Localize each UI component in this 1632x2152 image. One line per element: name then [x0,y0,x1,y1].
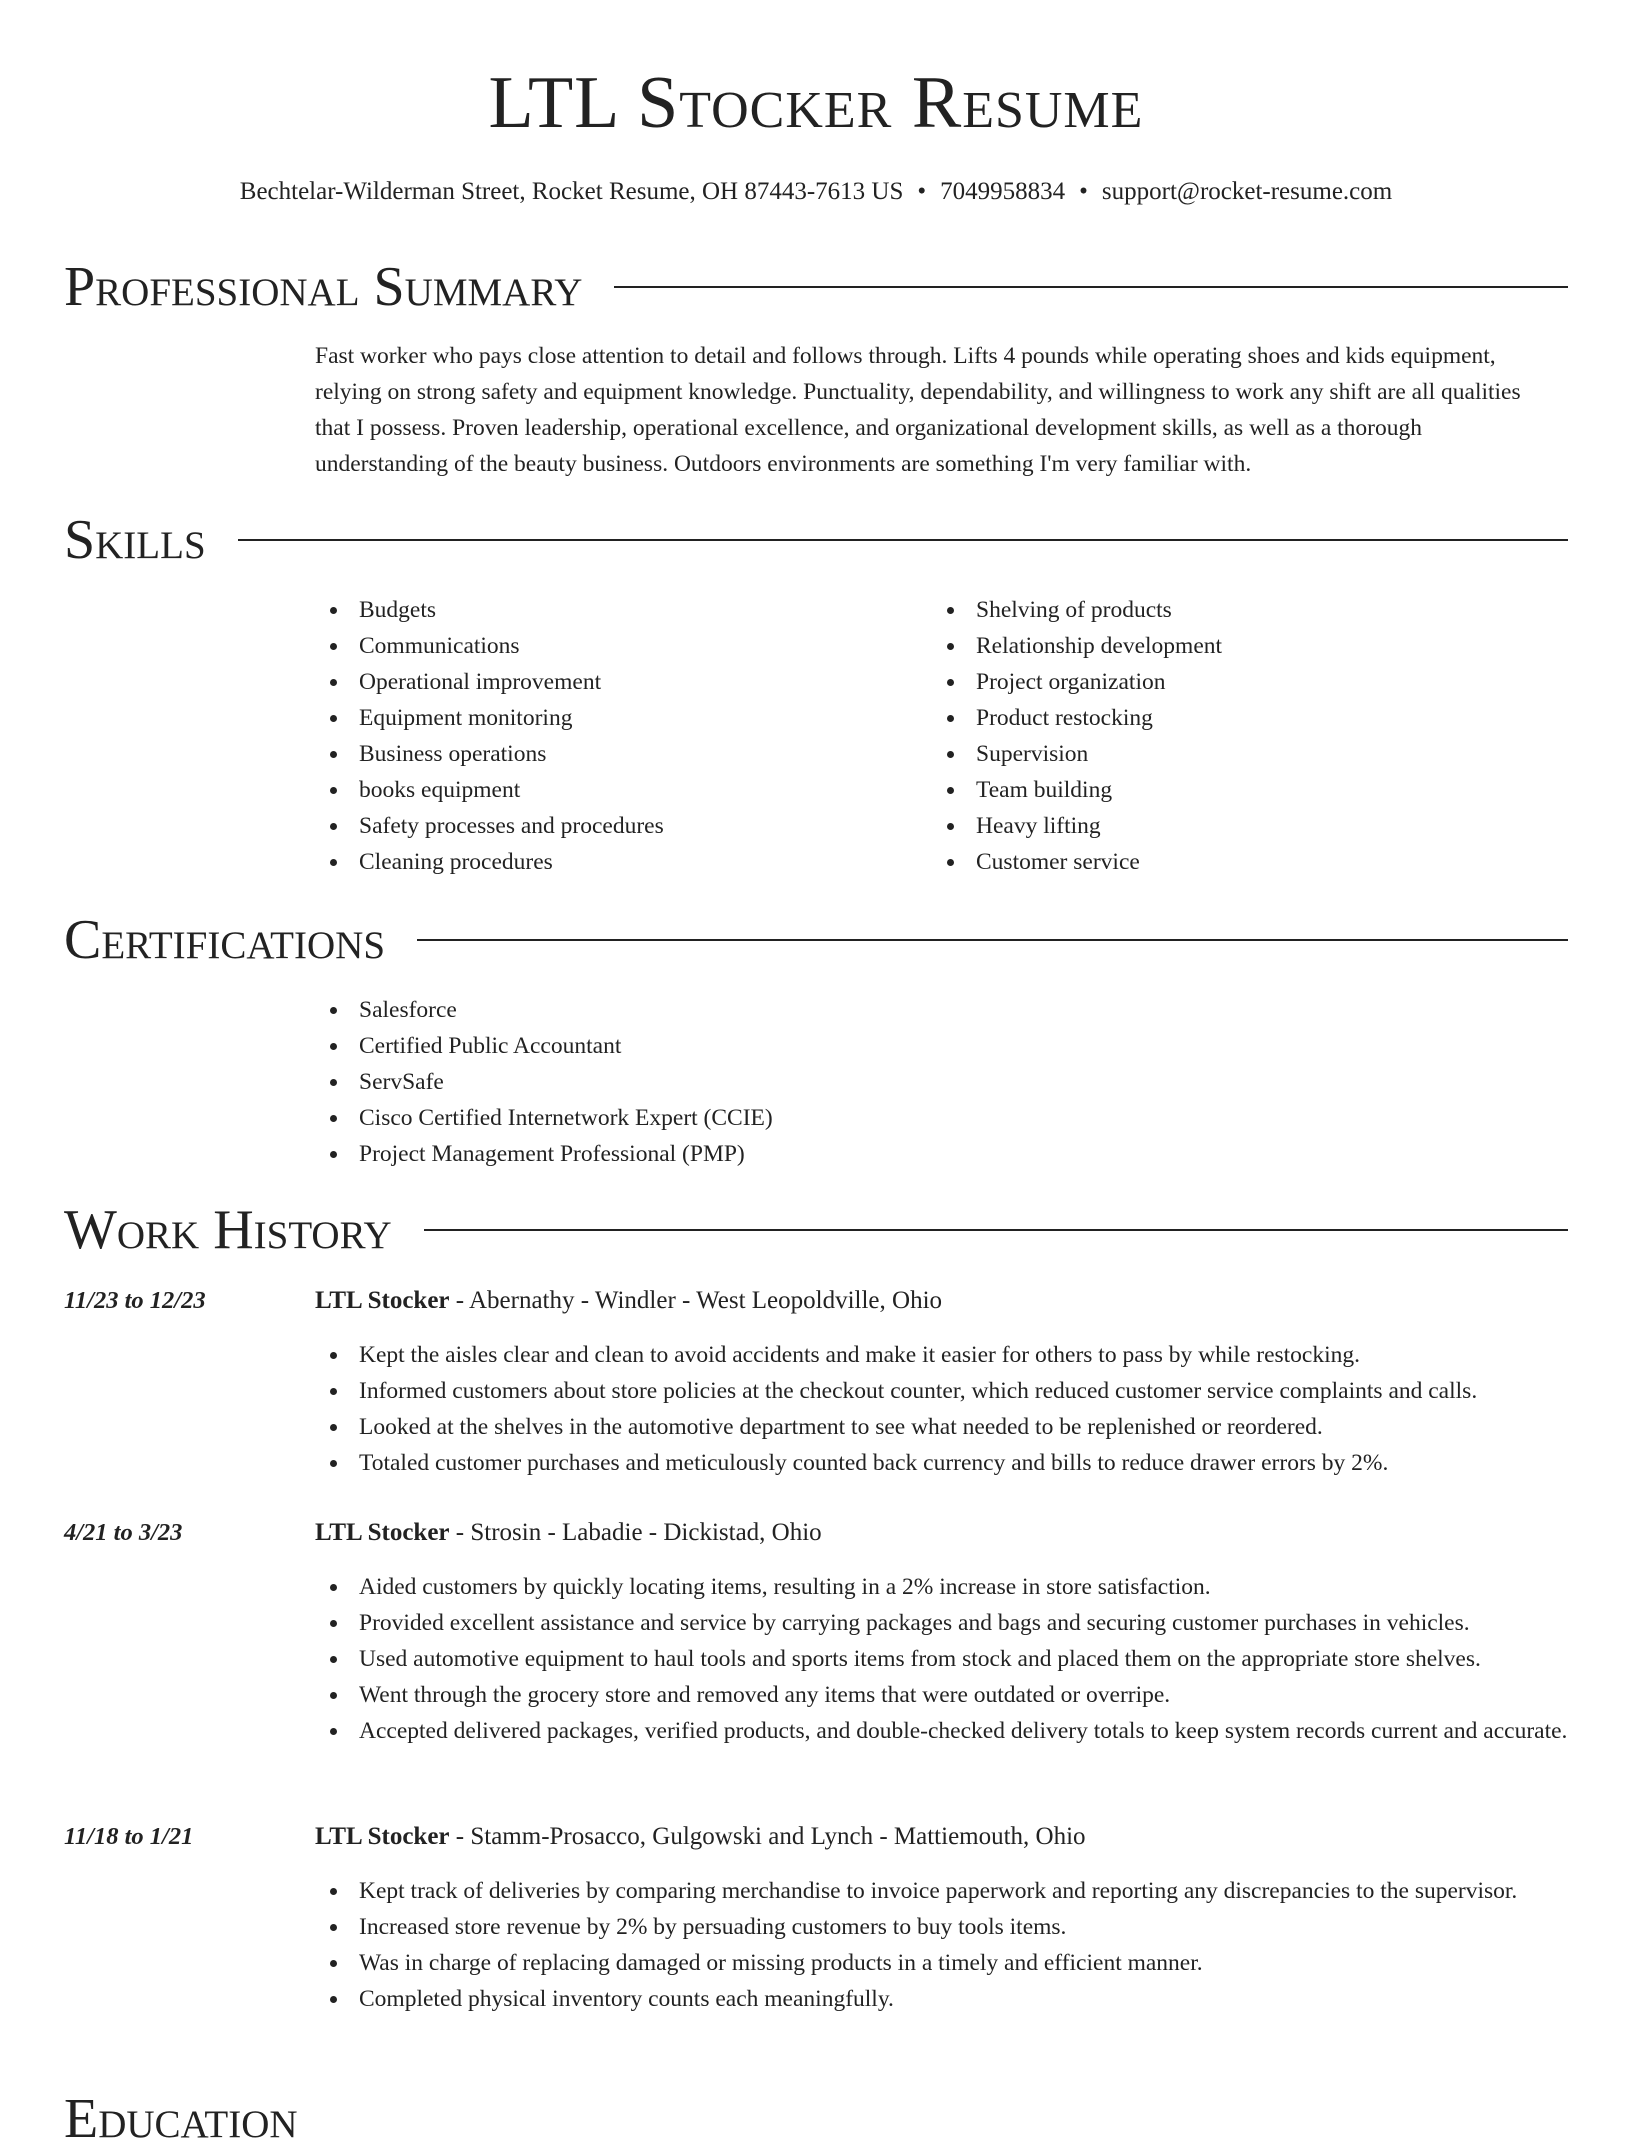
skill-item: Operational improvement [315,664,915,700]
education-heading: Education [64,2088,298,2150]
section-divider [614,286,1568,288]
job-bullet: Was in charge of replacing damaged or missing products in a timely and efficient manner. [315,1945,1568,1981]
contact-email: support@rocket-resume.com [1101,178,1393,205]
skill-item: Supervision [932,736,1562,772]
skill-item: Shelving of products [932,592,1562,628]
job-bullets [315,1569,1568,1749]
job-dates: 11/18 to 1/21 [64,1823,194,1850]
skill-item: Equipment monitoring [315,700,915,736]
section-divider [424,1229,1568,1231]
skill-item: Business operations [315,736,915,772]
certifications-list [315,992,1555,1172]
certifications-heading: Certifications [64,909,386,971]
summary-heading: Professional Summary [64,256,583,318]
skills-heading: Skills [64,509,206,571]
skill-item: books equipment [315,772,915,808]
contact-separator: • [1079,178,1088,205]
job-bullet: Kept the aisles clear and clean to avoid accidents and make it easier for others to pass by while restocking. [315,1337,1568,1373]
certification-item: Certified Public Accountant [315,1028,1555,1064]
section-divider [238,539,1568,541]
section-divider [417,939,1568,941]
job-bullet: Totaled customer purchases and meticulously counted back currency and bills to reduce drawer errors by 2%. [315,1445,1568,1481]
certification-item: Cisco Certified Internetwork Expert (CCIE) [315,1100,1555,1136]
certifications-section-header [64,907,1568,973]
job-dates: 11/23 to 12/23 [64,1287,206,1314]
job-bullet: Went through the grocery store and removed any items that were outdated or overripe. [315,1677,1568,1713]
job-bullet: Used automotive equipment to haul tools and sports items from stock and placed them on the appropriate store shelves. [315,1641,1568,1677]
skill-item: Safety processes and procedures [315,808,915,844]
job-employer: - Abernathy - Windler - West Leopoldville, Ohio [449,1287,943,1314]
work-history-section-header [64,1197,1568,1263]
job-employer: - Strosin - Labadie - Dickistad, Ohio [449,1519,822,1546]
skill-item: Heavy lifting [932,808,1562,844]
summary-section-header [64,254,1568,320]
job-bullets [315,1873,1568,2017]
certification-item: ServSafe [315,1064,1555,1100]
job-bullet: Looked at the shelves in the automotive department to see what needed to be replenished or reordered. [315,1409,1568,1445]
job-title: LTL Stocker [315,1287,450,1314]
skills-list-right [932,592,1562,880]
job-bullet: Provided excellent assistance and service by carrying packages and bags and securing customer purchases in vehicles. [315,1605,1568,1641]
job-bullet: Kept track of deliveries by comparing merchandise to invoice paperwork and reporting any discrepancies to the supervisor. [315,1873,1568,1909]
contact-line [0,174,1632,210]
summary-text: Fast worker who pays close attention to detail and follows through. Lifts 4 pounds while operating shoes and kids equipment, relying on strong safety and equipment knowledge. Punctuality, dependability, and willingness to work any shift are all qualities that I possess. Proven leadership, operational excellence, and organizational development skills, as well as a thorough understanding of the beauty business. Outdoors environments are something I'm very familiar with. [315,343,1521,477]
skill-item: Cleaning procedures [315,844,915,880]
skill-item: Communications [315,628,915,664]
job-header [315,1819,1086,1855]
job-bullet: Informed customers about store policies at the checkout counter, which reduced customer service complaints and calls. [315,1373,1568,1409]
skill-item: Budgets [315,592,915,628]
job-bullet: Completed physical inventory counts each meaningfully. [315,1981,1568,2017]
job-employer: - Stamm-Prosacco, Gulgowski and Lynch - Mattiemouth, Ohio [449,1823,1086,1850]
certification-item: Project Management Professional (PMP) [315,1136,1555,1172]
job-title: LTL Stocker [315,1519,450,1546]
work-history-heading: Work History [64,1199,392,1261]
job-header [315,1283,942,1319]
job-dates: 4/21 to 3/23 [64,1519,183,1546]
skill-item: Team building [932,772,1562,808]
skill-item: Customer service [932,844,1562,880]
certification-item: Salesforce [315,992,1555,1028]
contact-separator: • [917,178,927,205]
job-header [315,1515,822,1551]
skill-item: Relationship development [932,628,1562,664]
job-bullet: Aided customers by quickly locating items, resulting in a 2% increase in store satisfaction. [315,1569,1568,1605]
contact-phone: 7049958834 [940,178,1066,205]
skills-section-header [64,507,1568,573]
skills-list-left [315,592,915,880]
job-bullet: Accepted delivered packages, verified products, and double-checked delivery totals to keep system records current and accurate. [315,1713,1568,1749]
job-bullet: Increased store revenue by 2% by persuading customers to buy tools items. [315,1909,1568,1945]
resume-title: LTL Stocker Resume [488,62,1144,144]
job-bullets [315,1337,1568,1481]
skill-item: Product restocking [932,700,1562,736]
job-title: LTL Stocker [315,1823,450,1850]
contact-address: Bechtelar-Wilderman Street, Rocket Resume, OH 87443-7613 US [239,178,904,205]
skill-item: Project organization [932,664,1562,700]
